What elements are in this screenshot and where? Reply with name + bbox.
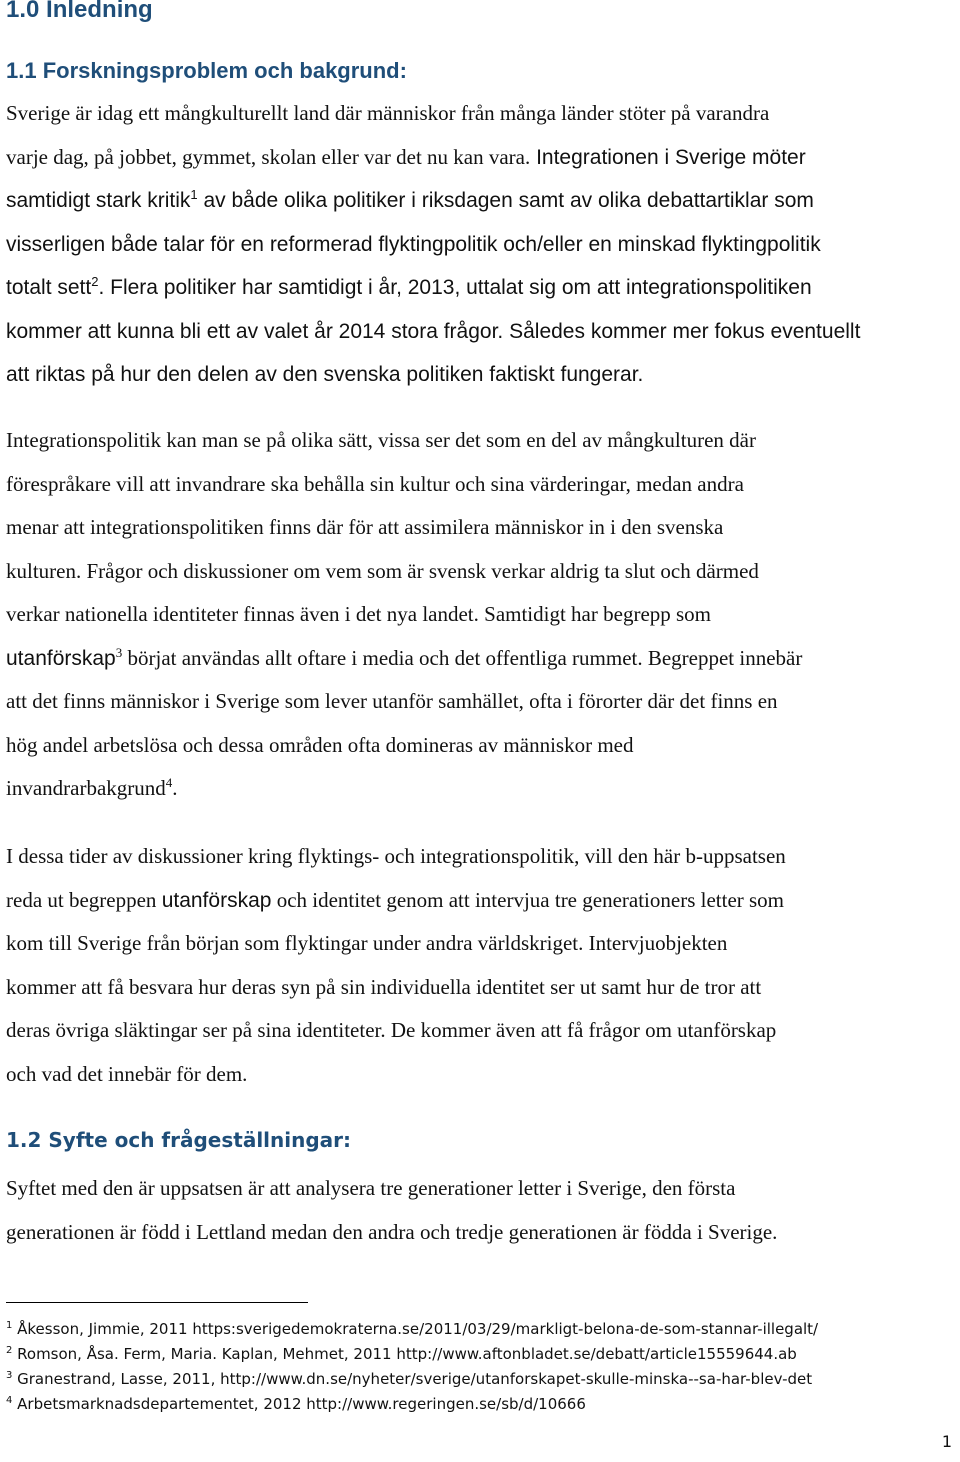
paragraph-syfte <box>6 1167 956 1254</box>
footnote-link[interactable]: Åkesson, Jimmie, 2011 https:sverigedemokraterna.se/2011/03/29/markligt-belona-de-som-stannar-illegalt/ <box>12 1320 819 1338</box>
text-line: menar att integrationspolitiken finns där för att assimilera människor in i den svenska <box>6 515 724 539</box>
text-line: Sverige är idag ett mångkulturellt land där människor från många länder stöter på varandra <box>6 101 770 125</box>
text-line: reda ut begreppen utanförskap och identitet genom att intervjua tre generationers letter som <box>6 887 785 912</box>
text-line: och vad det innebär för dem. <box>6 1061 248 1086</box>
footnote-link[interactable]: Granestrand, Lasse, 2011, http://www.dn.se/nyheter/sverige/utanforskapet-skulle-minska--sa-har-blev-det <box>12 1370 813 1388</box>
text-line: I dessa tider av diskussioner kring flyktings- och integrationspolitik, vill den här b-uppsatsen <box>6 844 786 868</box>
text-line: Syftet med den är uppsatsen är att analysera tre generationer letter i Sverige, den första <box>6 1176 736 1200</box>
heading-forskningsproblem: 1.1 Forskningsproblem och bakgrund: <box>6 58 407 83</box>
heading-inledning: 1.0 Inledning <box>6 0 153 23</box>
paragraph-syfte-intro <box>6 835 956 1096</box>
footnote-separator <box>6 1302 308 1303</box>
footnote-4: $^4$ Arbetsmarknadsdepartementet, 2012 http://www.regeringen.se/sb/d/10666 <box>6 1395 586 1413</box>
text-line: totalt sett$^2$. Flera politiker har samtidigt i år, 2013, uttalat sig om att integrationspolitiken <box>6 274 812 299</box>
text-line: kom till Sverige från början som flyktingar under andra världskriget. Intervjuobjekten <box>6 931 728 955</box>
text-line: invandrarbakgrund$^4$. <box>6 775 178 800</box>
footnote-link[interactable]: Romson, Åsa. Ferm, Maria. Kaplan, Mehmet, 2011 http://www.aftonbladet.se/debatt/article15559644.ab <box>12 1345 797 1363</box>
text-line: kulturen. Frågor och diskussioner om vem som är svensk verkar aldrig ta slut och därmed <box>6 558 759 583</box>
paragraph-integrationspolitik <box>6 419 956 811</box>
footnote-2: $^2$ Romson, Åsa. Ferm, Maria. Kaplan, Mehmet, 2011 http://www.aftonbladet.se/debatt/article15559644.ab <box>6 1345 797 1363</box>
text-line: att riktas på hur den delen av den svenska politiken faktiskt fungerar. <box>6 363 644 386</box>
footnote-ref-4[interactable]: 4 <box>165 775 173 790</box>
footnote-1: $^1$ Åkesson, Jimmie, 2011 https:sverigedemokraterna.se/2011/03/29/markligt-belona-de-som-stannar-illegalt/ <box>6 1320 819 1338</box>
text-line: visserligen både talar för en reformerad flyktingpolitik och/eller en minskad flyktingpolitik <box>6 232 821 256</box>
text-line: utanförskap$^3$ börjat användas allt oftare i media och det offentliga rummet. Begreppet innebär <box>6 644 803 670</box>
paragraph-background <box>6 92 956 397</box>
text-line: förespråkare vill att invandrare ska behålla sin kultur och sina värderingar, medan andra <box>6 471 744 496</box>
heading-syfte: 1.2 Syfte och frågeställningar: <box>6 1128 352 1152</box>
footnote-ref-2[interactable]: 2 <box>91 274 99 289</box>
text-line: deras övriga släktingar ser på sina identiteter. De kommer även att få frågor om utanförskap <box>6 1018 777 1042</box>
text-line: kommer att kunna bli ett av valet år 2014 stora frågor. Således kommer mer fokus eventuellt <box>6 319 861 343</box>
text-line: generationen är född i Lettland medan den andra och tredje generationen är födda i Sverige. <box>6 1219 778 1244</box>
footnote-ref-1[interactable]: 1 <box>190 187 198 202</box>
footnotes <box>6 1317 956 1417</box>
footnote-3: $^3$ Granestrand, Lasse, 2011, http://www.dn.se/nyheter/sverige/utanforskapet-skulle-minska--sa-har-blev-det <box>6 1370 813 1388</box>
text-line: varje dag, på jobbet, gymmet, skolan eller var det nu kan vara. Integrationen i Sverige möter <box>6 144 806 169</box>
text-line: verkar nationella identiteter finnas även i det nya landet. Samtidigt har begrepp som <box>6 602 712 626</box>
footnote-link[interactable]: Arbetsmarknadsdepartementet, 2012 http://www.regeringen.se/sb/d/10666 <box>12 1395 586 1413</box>
text-line: kommer att få besvara hur deras syn på sin individuella identitet ser ut samt hur de tror att <box>6 974 762 999</box>
text-line: att det finns människor i Sverige som lever utanför samhället, ofta i förorter där det finns en <box>6 689 778 713</box>
text-line: Integrationspolitik kan man se på olika sätt, vissa ser det som en del av mångkulturen där <box>6 428 756 452</box>
text-line: samtidigt stark kritik$^1$ av både olika politiker i riksdagen samt av olika debattartiklar som <box>6 187 814 212</box>
text-line: hög andel arbetslösa och dessa områden ofta domineras av människor med <box>6 732 634 757</box>
page-number: 1 <box>941 1432 952 1451</box>
footnote-ref-3[interactable]: 3 <box>115 644 123 660</box>
